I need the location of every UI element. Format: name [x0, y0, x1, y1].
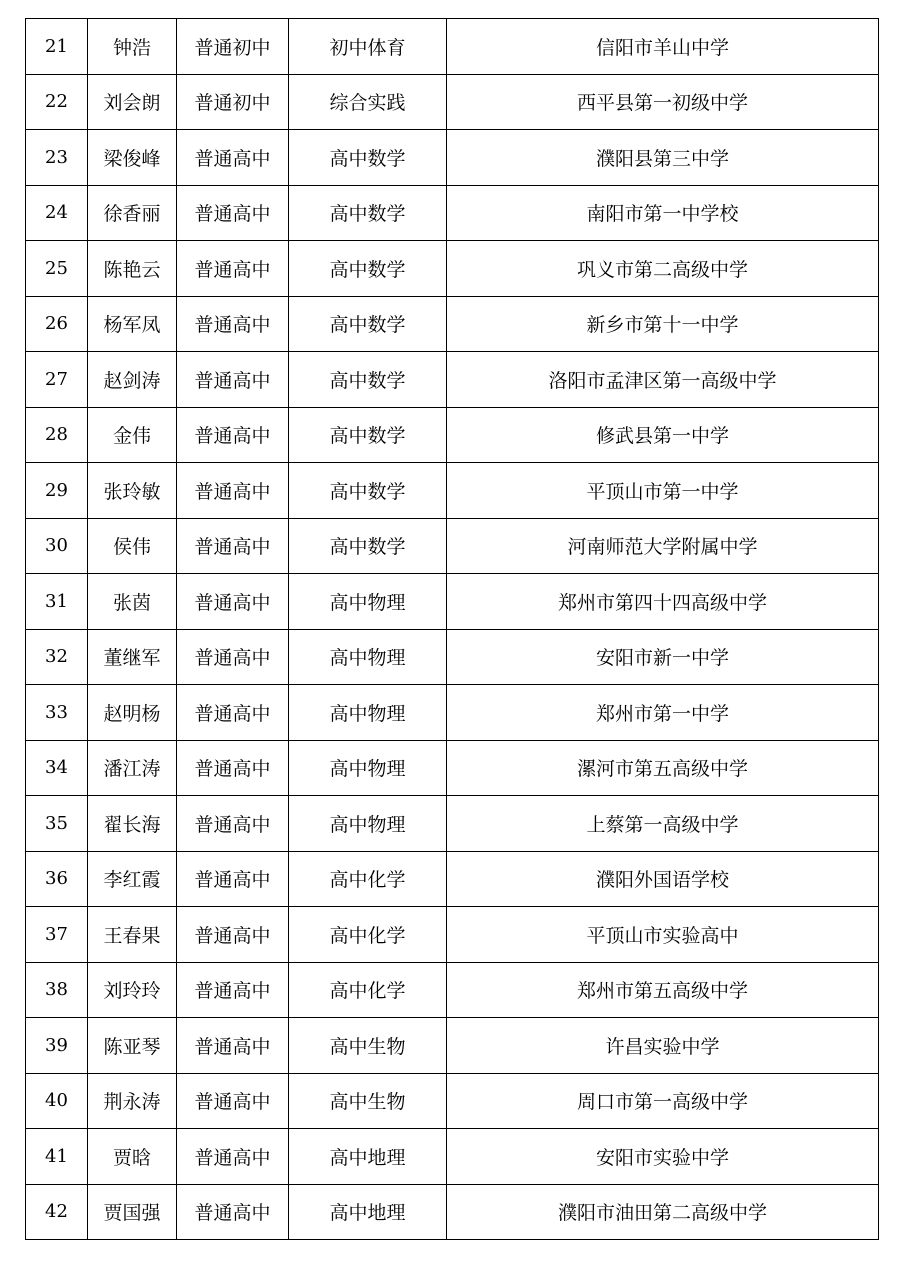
teacher-name-cell: 金伟: [88, 407, 177, 463]
table-row: [26, 574, 879, 630]
school-stage-cell: 普通高中: [177, 851, 289, 907]
school-name-cell: 郑州市第五高级中学: [447, 962, 879, 1018]
school-name-cell: 新乡市第十一中学: [447, 296, 879, 352]
school-stage-cell: 普通高中: [177, 907, 289, 963]
row-number-cell: 36: [26, 851, 88, 907]
subject-cell: 高中数学: [289, 241, 447, 297]
subject-cell: 高中数学: [289, 352, 447, 408]
school-name-cell: 信阳市羊山中学: [447, 19, 879, 75]
subject-cell: 高中物理: [289, 685, 447, 741]
school-stage-cell: 普通初中: [177, 74, 289, 130]
subject-cell: 高中地理: [289, 1184, 447, 1240]
school-name-cell: 南阳市第一中学校: [447, 185, 879, 241]
teacher-name-cell: 侯伟: [88, 518, 177, 574]
table-row: [26, 1018, 879, 1074]
school-stage-cell: 普通高中: [177, 130, 289, 186]
table-row: [26, 241, 879, 297]
school-name-cell: 许昌实验中学: [447, 1018, 879, 1074]
table-row: [26, 19, 879, 75]
row-number-cell: 41: [26, 1129, 88, 1185]
subject-cell: 高中数学: [289, 185, 447, 241]
subject-cell: 高中物理: [289, 574, 447, 630]
row-number-cell: 26: [26, 296, 88, 352]
school-stage-cell: 普通高中: [177, 352, 289, 408]
teacher-name-cell: 翟长海: [88, 796, 177, 852]
school-stage-cell: 普通高中: [177, 574, 289, 630]
teacher-name-cell: 张玲敏: [88, 463, 177, 519]
subject-cell: 高中物理: [289, 796, 447, 852]
school-name-cell: 濮阳市油田第二高级中学: [447, 1184, 879, 1240]
school-name-cell: 郑州市第一中学: [447, 685, 879, 741]
subject-cell: 高中化学: [289, 962, 447, 1018]
table-row: [26, 907, 879, 963]
subject-cell: 高中化学: [289, 851, 447, 907]
subject-cell: 高中生物: [289, 1018, 447, 1074]
school-stage-cell: 普通高中: [177, 463, 289, 519]
school-name-cell: 巩义市第二高级中学: [447, 241, 879, 297]
table-row: [26, 74, 879, 130]
school-stage-cell: 普通高中: [177, 407, 289, 463]
table-row: [26, 130, 879, 186]
teacher-name-cell: 赵剑涛: [88, 352, 177, 408]
teacher-name-cell: 潘江涛: [88, 740, 177, 796]
school-stage-cell: 普通高中: [177, 518, 289, 574]
school-name-cell: 安阳市实验中学: [447, 1129, 879, 1185]
row-number-cell: 22: [26, 74, 88, 130]
teacher-name-cell: 贾晗: [88, 1129, 177, 1185]
table-row: [26, 185, 879, 241]
row-number-cell: 24: [26, 185, 88, 241]
school-stage-cell: 普通高中: [177, 796, 289, 852]
table-row: [26, 463, 879, 519]
table-row: [26, 1073, 879, 1129]
school-name-cell: 平顶山市第一中学: [447, 463, 879, 519]
school-stage-cell: 普通高中: [177, 629, 289, 685]
teacher-name-cell: 荆永涛: [88, 1073, 177, 1129]
table-row: [26, 740, 879, 796]
school-stage-cell: 普通高中: [177, 1129, 289, 1185]
subject-cell: 高中物理: [289, 740, 447, 796]
teacher-name-cell: 李红霞: [88, 851, 177, 907]
school-name-cell: 西平县第一初级中学: [447, 74, 879, 130]
row-number-cell: 23: [26, 130, 88, 186]
school-name-cell: 周口市第一高级中学: [447, 1073, 879, 1129]
school-stage-cell: 普通高中: [177, 185, 289, 241]
school-stage-cell: 普通高中: [177, 1073, 289, 1129]
table-row: [26, 796, 879, 852]
row-number-cell: 39: [26, 1018, 88, 1074]
table-row: [26, 962, 879, 1018]
table-row: [26, 851, 879, 907]
table-row: [26, 685, 879, 741]
school-stage-cell: 普通高中: [177, 241, 289, 297]
teacher-name-cell: 陈艳云: [88, 241, 177, 297]
roster-table: [25, 18, 879, 1240]
row-number-cell: 29: [26, 463, 88, 519]
teacher-name-cell: 刘玲玲: [88, 962, 177, 1018]
school-stage-cell: 普通高中: [177, 1018, 289, 1074]
school-stage-cell: 普通高中: [177, 962, 289, 1018]
table-row: [26, 1184, 879, 1240]
subject-cell: 高中物理: [289, 629, 447, 685]
table-row: [26, 629, 879, 685]
subject-cell: 初中体育: [289, 19, 447, 75]
teacher-name-cell: 王春果: [88, 907, 177, 963]
table-row: [26, 407, 879, 463]
row-number-cell: 32: [26, 629, 88, 685]
subject-cell: 高中化学: [289, 907, 447, 963]
row-number-cell: 27: [26, 352, 88, 408]
subject-cell: 高中数学: [289, 518, 447, 574]
row-number-cell: 25: [26, 241, 88, 297]
row-number-cell: 30: [26, 518, 88, 574]
row-number-cell: 37: [26, 907, 88, 963]
school-name-cell: 洛阳市孟津区第一高级中学: [447, 352, 879, 408]
school-name-cell: 濮阳外国语学校: [447, 851, 879, 907]
teacher-name-cell: 董继军: [88, 629, 177, 685]
row-number-cell: 34: [26, 740, 88, 796]
school-name-cell: 漯河市第五高级中学: [447, 740, 879, 796]
school-stage-cell: 普通高中: [177, 296, 289, 352]
table-row: [26, 1129, 879, 1185]
school-stage-cell: 普通高中: [177, 1184, 289, 1240]
row-number-cell: 42: [26, 1184, 88, 1240]
subject-cell: 综合实践: [289, 74, 447, 130]
row-number-cell: 35: [26, 796, 88, 852]
teacher-name-cell: 杨军凤: [88, 296, 177, 352]
subject-cell: 高中数学: [289, 463, 447, 519]
roster-table-body: [26, 19, 879, 1240]
school-name-cell: 上蔡第一高级中学: [447, 796, 879, 852]
table-row: [26, 518, 879, 574]
teacher-name-cell: 张茵: [88, 574, 177, 630]
row-number-cell: 28: [26, 407, 88, 463]
school-name-cell: 郑州市第四十四高级中学: [447, 574, 879, 630]
school-stage-cell: 普通高中: [177, 685, 289, 741]
row-number-cell: 21: [26, 19, 88, 75]
subject-cell: 高中地理: [289, 1129, 447, 1185]
teacher-name-cell: 钟浩: [88, 19, 177, 75]
row-number-cell: 38: [26, 962, 88, 1018]
school-stage-cell: 普通初中: [177, 19, 289, 75]
subject-cell: 高中数学: [289, 130, 447, 186]
school-name-cell: 平顶山市实验高中: [447, 907, 879, 963]
school-name-cell: 修武县第一中学: [447, 407, 879, 463]
table-row: [26, 352, 879, 408]
teacher-name-cell: 梁俊峰: [88, 130, 177, 186]
school-name-cell: 河南师范大学附属中学: [447, 518, 879, 574]
teacher-name-cell: 陈亚琴: [88, 1018, 177, 1074]
school-name-cell: 濮阳县第三中学: [447, 130, 879, 186]
teacher-name-cell: 赵明杨: [88, 685, 177, 741]
school-name-cell: 安阳市新一中学: [447, 629, 879, 685]
subject-cell: 高中数学: [289, 407, 447, 463]
teacher-name-cell: 徐香丽: [88, 185, 177, 241]
teacher-name-cell: 刘会朗: [88, 74, 177, 130]
teacher-name-cell: 贾国强: [88, 1184, 177, 1240]
subject-cell: 高中生物: [289, 1073, 447, 1129]
row-number-cell: 40: [26, 1073, 88, 1129]
row-number-cell: 33: [26, 685, 88, 741]
table-row: [26, 296, 879, 352]
row-number-cell: 31: [26, 574, 88, 630]
subject-cell: 高中数学: [289, 296, 447, 352]
school-stage-cell: 普通高中: [177, 740, 289, 796]
